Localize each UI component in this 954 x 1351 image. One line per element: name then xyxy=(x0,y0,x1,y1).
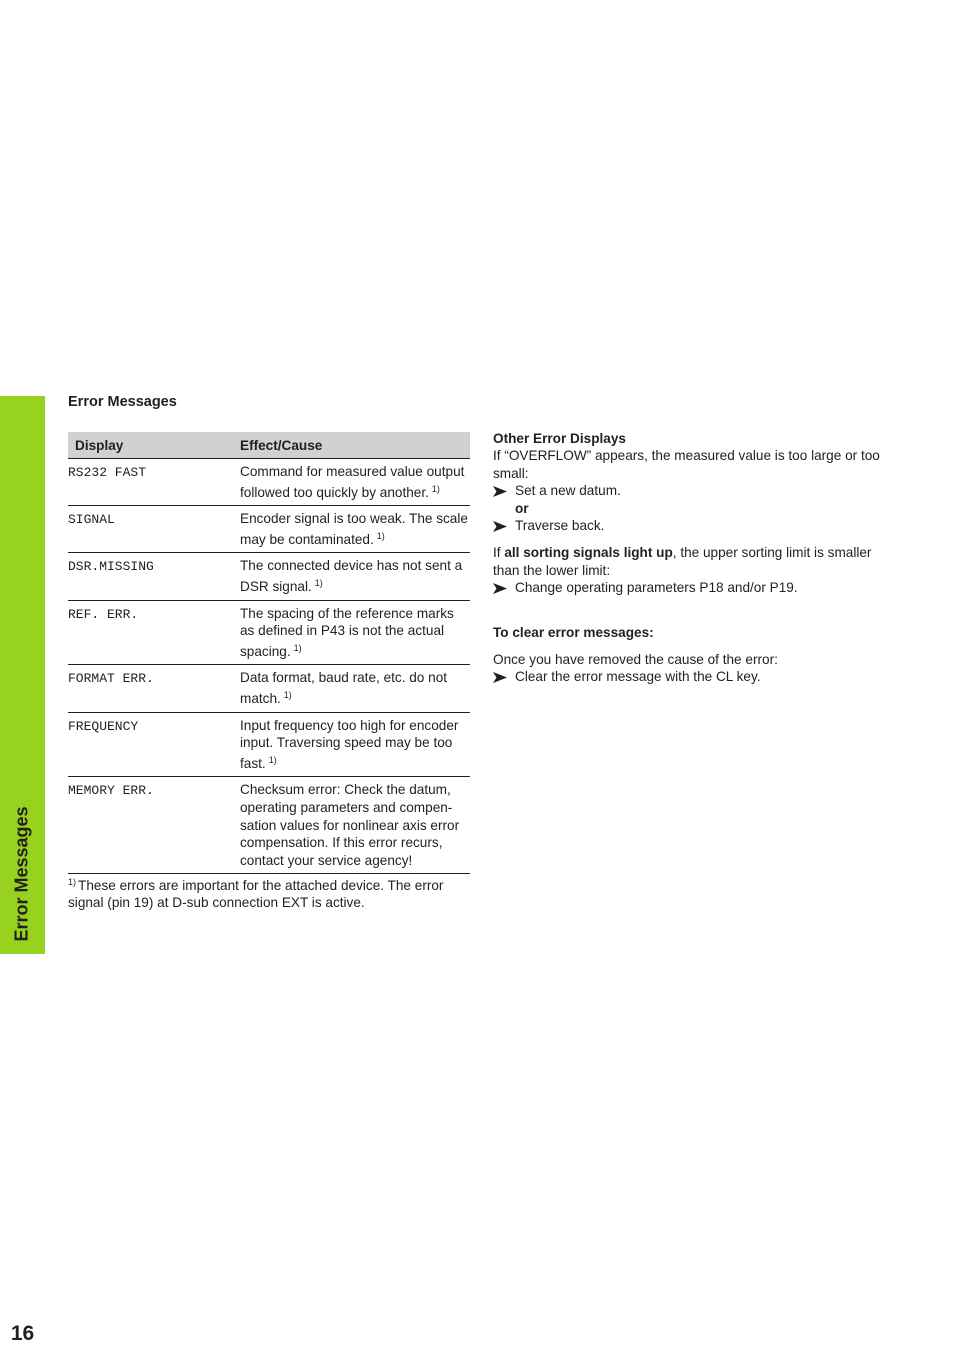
or-label: or xyxy=(515,500,529,516)
error-cause xyxy=(240,510,470,548)
table-row xyxy=(68,713,470,778)
sorting-suffix: , the upper sorting limit is smaller than the lower limit: xyxy=(493,545,872,578)
table-footnote xyxy=(68,874,470,911)
footnote-ref: 1) xyxy=(293,642,302,653)
clear-errors-intro: Once you have removed the cause of the error: xyxy=(493,652,778,668)
error-cause xyxy=(240,781,470,869)
table-row xyxy=(68,459,470,506)
table-row xyxy=(68,601,470,666)
table-row xyxy=(68,553,470,600)
other-errors-column xyxy=(493,430,898,686)
error-cause-text: Checksum error: Check the datum, operating parameters and compen-sation values for nonlinear axis error compensation. If this error recurs, contact your service agency! xyxy=(240,782,460,868)
error-cause-text: The connected device has not sent a DSR signal. xyxy=(240,558,463,594)
arrow-bullet-icon xyxy=(493,482,515,499)
page-number: 16 xyxy=(10,1322,35,1345)
sorting-prefix: If xyxy=(493,545,505,561)
footnote-text: These errors are important for the attached device. The error signal (pin 19) at D-sub connection EXT is active. xyxy=(68,878,444,911)
error-cause xyxy=(240,463,470,501)
error-code: SIGNAL xyxy=(68,512,115,528)
error-table xyxy=(68,432,470,912)
footnote-ref: 1) xyxy=(431,483,440,494)
error-cause-text: Command for measured value output followed too quickly by another. xyxy=(240,464,465,500)
footnote-ref: 1) xyxy=(268,754,277,765)
sorting-text xyxy=(493,544,898,579)
side-tab xyxy=(0,396,45,1345)
footnote-ref: 1) xyxy=(376,530,385,541)
sorting-bold: all sorting signals light up xyxy=(504,545,673,561)
step-clear-message xyxy=(493,668,898,685)
error-cause xyxy=(240,717,470,773)
error-cause xyxy=(240,605,470,661)
error-code: MEMORY ERR. xyxy=(68,783,154,799)
footnote-ref: 1) xyxy=(283,689,292,700)
step-set-datum xyxy=(493,482,898,499)
error-cause xyxy=(240,669,470,707)
error-code: RS232 FAST xyxy=(68,465,147,480)
footnote-ref: 1) xyxy=(314,577,323,588)
section-title: Error Messages xyxy=(68,394,177,410)
error-cause-text: Data format, baud rate, etc. do not match. xyxy=(240,670,448,706)
arrow-bullet-icon xyxy=(493,579,515,596)
table-row xyxy=(68,777,470,874)
error-code: DSR.MISSING xyxy=(68,559,154,575)
error-code: REF. ERR. xyxy=(68,606,139,622)
table-body xyxy=(68,459,470,874)
table-row xyxy=(68,665,470,712)
arrow-bullet-icon xyxy=(493,668,515,685)
column-header-display: Display xyxy=(75,437,124,453)
error-cause xyxy=(240,557,470,595)
error-code: FORMAT ERR. xyxy=(68,671,154,687)
step-text: Set a new datum. xyxy=(515,483,621,499)
error-cause-text: Encoder signal is too weak. The scale may be contaminated. xyxy=(240,511,468,547)
other-errors-heading: Other Error Displays xyxy=(493,431,626,446)
footnote-mark: 1) xyxy=(68,877,77,888)
error-code: FREQUENCY xyxy=(68,718,139,734)
overflow-text: If “OVERFLOW” appears, the measured value is too large or too small: xyxy=(493,448,880,481)
error-cause-text: Input frequency too high for encoder input. Traversing speed may be too fast. xyxy=(240,717,459,771)
clear-errors-heading: To clear error messages: xyxy=(493,624,654,640)
step-traverse-back xyxy=(493,517,898,534)
column-header-cause: Effect/Cause xyxy=(240,437,323,453)
error-cause-text: The spacing of the reference marks as defined in P43 is not the actual spacing. xyxy=(240,605,454,659)
side-tab-title: Error Messages xyxy=(11,806,32,942)
step-change-parameters xyxy=(493,579,898,596)
step-text: Clear the error message with the CL key. xyxy=(515,669,761,685)
step-text: Traverse back. xyxy=(515,518,605,534)
table-row xyxy=(68,506,470,553)
table-header xyxy=(68,432,470,459)
arrow-bullet-icon xyxy=(493,517,515,534)
step-text: Change operating parameters P18 and/or P19. xyxy=(515,580,798,596)
